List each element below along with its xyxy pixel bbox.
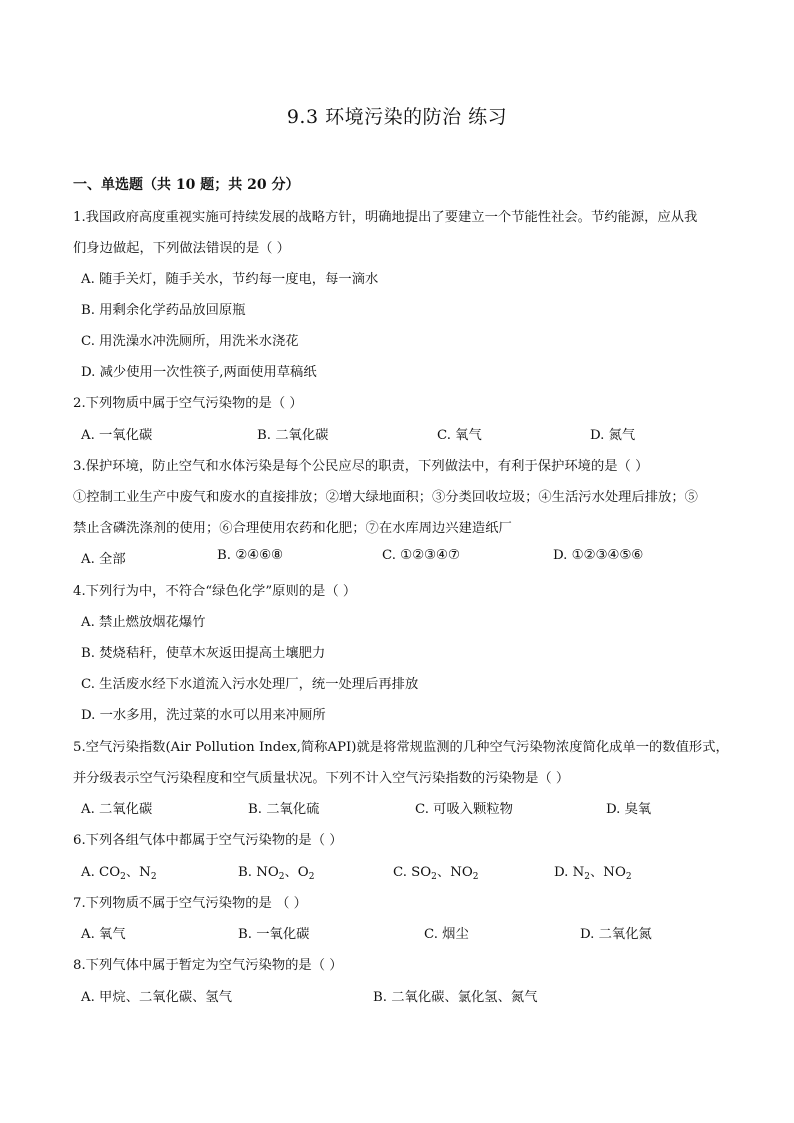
question-3-stem: 3.保护环境，防止空气和水体污染是每个公民应尽的职责，下列做法中，有利于保护环境的是（ ）: [73, 459, 649, 474]
question-5-option-a: A. 二氧化碳: [81, 802, 153, 817]
question-6-stem: 6.下列各组气体中都属于空气污染物的是（ ）: [73, 833, 343, 848]
question-6-option-d: D. $N_2$、$NO_2$: [554, 865, 632, 882]
question-1-stem: 1.我国政府高度重视实施可持续发展的战略方针，明确地提出了要建立一个节能性社会。节约能源，应从我: [73, 210, 698, 225]
question-2-option-d: D. 氮气: [590, 428, 636, 443]
question-2-option-b: B. 二氧化碳: [257, 428, 329, 443]
question-7-option-b: B. 一氧化碳: [238, 927, 310, 942]
question-5-stem: 5.空气污染指数(Air Pollution Index,简称API)就是将常规监测的几种空气污染物浓度简化成单一的数值形式，: [73, 740, 729, 755]
question-8-option-b: B. 二氧化碳、氯化氢、氮气: [373, 990, 538, 1005]
question-1-stem-cont: 们身边做起，下列做法错误的是（ ）: [73, 241, 290, 256]
question-3-option-d: D. ①②③④⑤⑥: [553, 548, 644, 563]
question-7-option-d: D. 二氧化氮: [580, 927, 652, 942]
question-3-option-b: B. ②④⑥⑧: [217, 548, 283, 563]
question-5-option-c: C. 可吸入颗粒物: [415, 802, 513, 817]
question-5-option-d: D. 臭氧: [606, 802, 652, 817]
question-1-option-c: C. 用洗澡水冲洗厕所，用洗米水浇花: [81, 334, 299, 349]
question-7-option-c: C. 烟尘: [424, 927, 469, 942]
page-title: 9.3 环境污染的防治 练习: [286, 106, 508, 128]
question-1-option-a: A. 随手关灯，随手关水，节约每一度电，每一滴水: [81, 272, 379, 287]
question-2-option-a: A. 一氧化碳: [81, 428, 153, 443]
question-1-option-b: B. 用剩余化学药品放回原瓶: [81, 303, 246, 318]
question-3-list: ①控制工业生产中废气和废水的直接排放；②增大绿地面积；③分类回收垃圾；④生活污水处理后排放；⑤: [73, 490, 698, 505]
question-4-option-b: B. 焚烧秸秆，使草木灰返田提高土壤肥力: [81, 646, 326, 661]
question-1-option-d: D. 减少使用一次性筷子,两面使用草稿纸: [81, 365, 317, 380]
question-7-option-a: A. 氧气: [81, 927, 126, 942]
question-6-option-a: A. $CO_2$、$N_2$: [81, 865, 157, 882]
question-8-option-a: A. 甲烷、二氧化碳、氢气: [81, 990, 233, 1005]
question-5-stem-cont: 并分级表示空气污染程度和空气质量状况。下列不计入空气污染指数的污染物是（ ）: [73, 771, 570, 786]
question-2-option-c: C. 氧气: [437, 428, 482, 443]
question-3-option-c: C. ①②③④⑦: [382, 548, 460, 563]
question-3-list-cont: 禁止含磷洗涤剂的使用；⑥合理使用农药和化肥；⑦在水库周边兴建造纸厂: [73, 521, 512, 536]
question-7-stem: 7.下列物质不属于空气污染物的是 （ ）: [73, 896, 307, 911]
question-4-stem: 4.下列行为中，不符合“绿色化学”原则的是（ ）: [73, 584, 357, 599]
question-8-stem: 8.下列气体中属于暂定为空气污染物的是（ ）: [73, 958, 343, 973]
question-4-option-d: D. 一水多用，洗过菜的水可以用来冲厕所: [81, 708, 326, 723]
question-6-option-c: C. $SO_2$、$NO_2$: [393, 865, 479, 882]
question-6-option-b: B. $NO_2$、$O_2$: [238, 865, 315, 882]
question-3-option-a: A. 全部: [81, 552, 126, 567]
question-4-option-c: C. 生活废水经下水道流入污水处理厂，统一处理后再排放: [81, 677, 419, 692]
section-heading: 一、单选题（共 10 题；共 20 分）: [73, 177, 300, 193]
question-4-option-a: A. 禁止燃放烟花爆竹: [81, 615, 206, 630]
question-2-stem: 2.下列物质中属于空气污染物的是（ ）: [73, 396, 303, 411]
question-5-option-b: B. 二氧化硫: [248, 802, 320, 817]
